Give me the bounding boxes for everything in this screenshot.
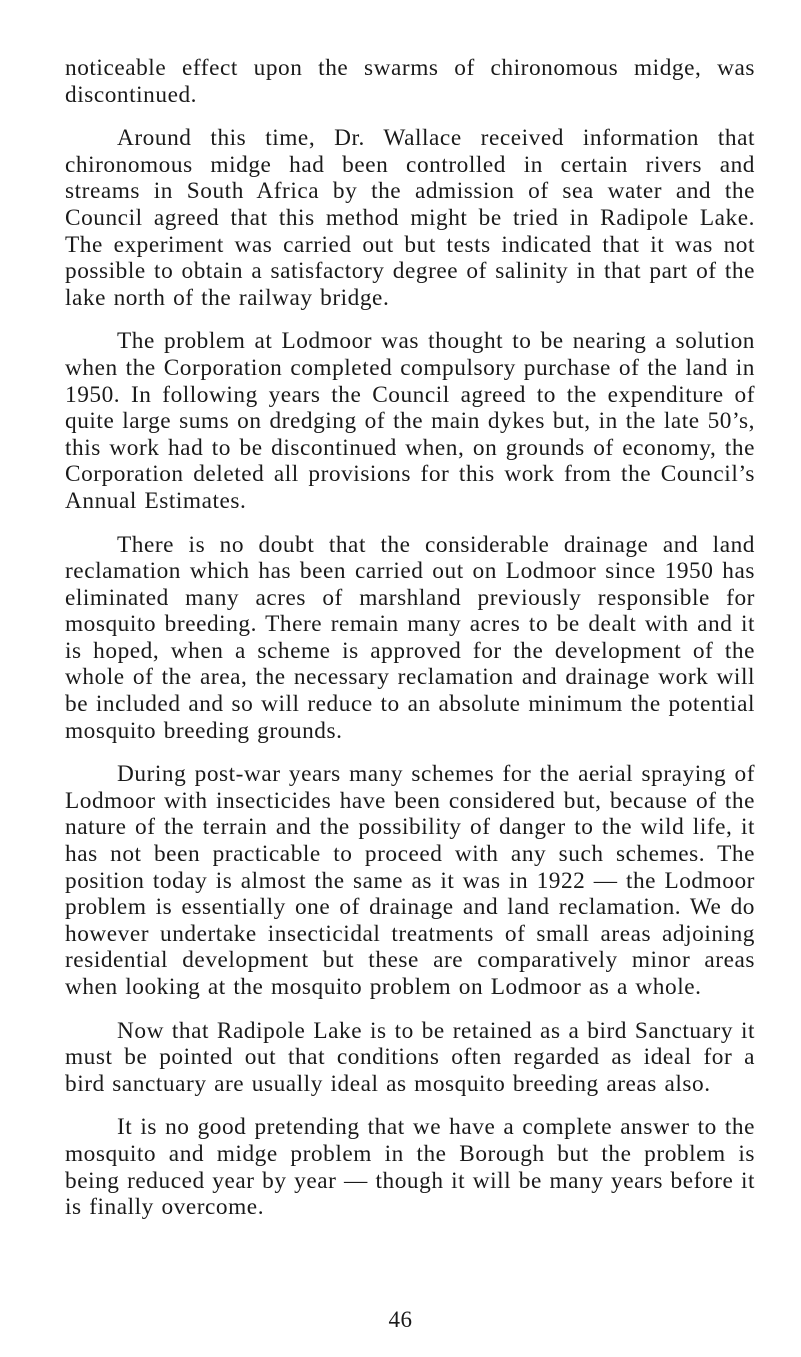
document-page <box>65 55 755 1238</box>
paragraph-lodmoor-purchase: The problem at Lodmoor was thought to be nearing a solution when the Corporation completed compulsory purchase of the land in 1950. In following years the Council agreed to the expenditure of quite large sums on dredging of the main dykes but, in the late 50’s, this work had to be discontinued when, on grounds of economy, the Corporation deleted all provisions for this work from the Council’s Annual Estimates. <box>65 328 755 514</box>
paragraph-continuation: noticeable effect upon the swarms of chironomous midge, was discontinued. <box>65 55 755 108</box>
paragraph-sea-water-experiment: Around this time, Dr. Wallace received information that chironomous midge had been controlled in certain rivers and streams in South Africa by the admission of sea water and the Council agreed that this method might be tried in Radipole Lake. The experiment was carried out but tests indicated that it was not possible to obtain a satisfactory degree of salinity in that part of the lake north of the railway bridge. <box>65 125 755 311</box>
page-number: 46 <box>388 1307 413 1332</box>
paragraph-bird-sanctuary: Now that Radipole Lake is to be retained as a bird Sanctuary it must be pointed out that conditions often regarded as ideal for a bird sanctuary are usually ideal as mosquito breeding areas also. <box>65 1017 755 1097</box>
paragraph-land-reclamation: There is no doubt that the considerable drainage and land reclamation which has been carried out on Lodmoor since 1950 has eliminated many acres of marshland previously responsible for mosquito breeding. There remain many acres to be dealt with and it is hoped, when a scheme is approved for the development of the whole of the area, the necessary reclamation and drainage work will be included and so will reduce to an absolute minimum the potential mosquito breeding grounds. <box>65 531 755 744</box>
paragraph-conclusion: It is no good pretending that we have a complete answer to the mosquito and midge problem in the Borough but the problem is being reduced year by year — though it will be many years before it is finally overcome. <box>65 1114 755 1221</box>
paragraph-aerial-spraying: During post-war years many schemes for the aerial spraying of Lodmoor with insecticides have been considered but, because of the nature of the terrain and the possibility of danger to the wild life, it has not been practicable to proceed with any such schemes. The position today is almost the same as it was in 1922 — the Lodmoor problem is essentially one of drainage and land reclamation. We do however undertake insecticidal treatments of small areas adjoining residential development but these are comparatively minor areas when looking at the mosquito problem on Lodmoor as a whole. <box>65 761 755 1000</box>
